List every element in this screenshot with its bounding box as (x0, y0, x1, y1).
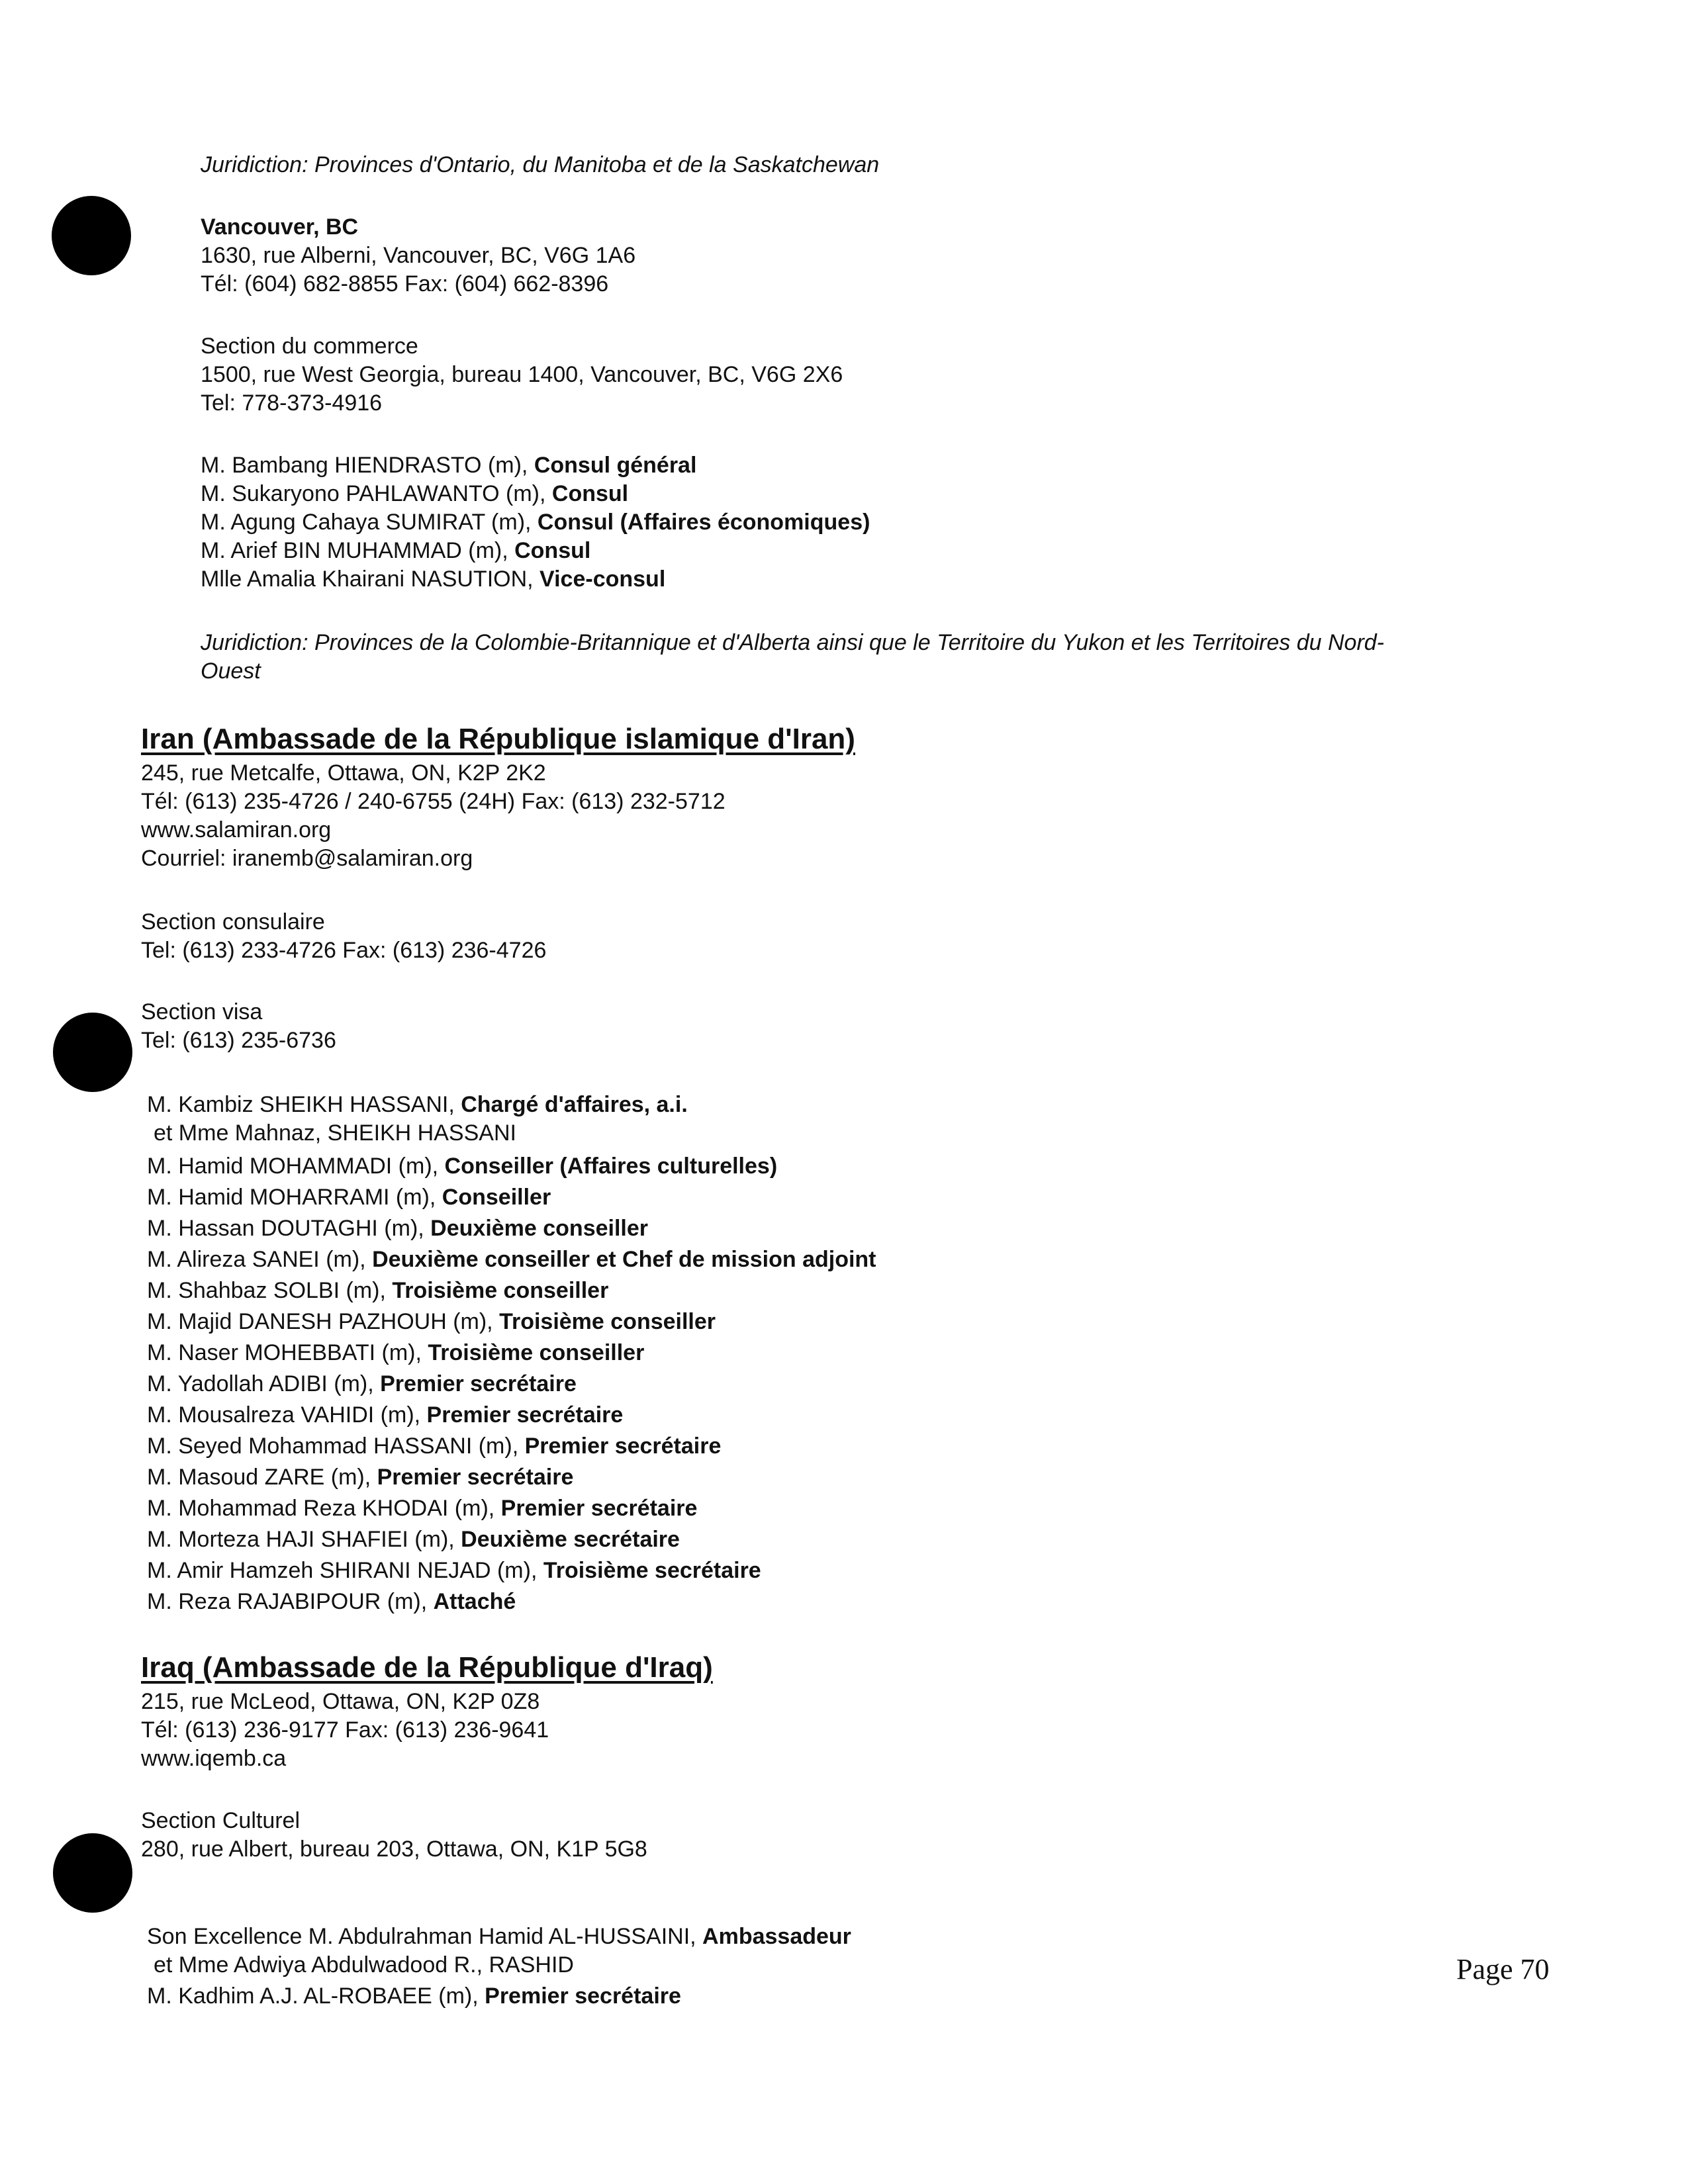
staff-name: M. Bambang HIENDRASTO (m), (201, 453, 534, 478)
vancouver-consulate (201, 213, 635, 298)
staff-name: M. Hassan DOUTAGHI (m), (147, 1216, 431, 1241)
staff-name: M. Shahbaz SOLBI (m), (147, 1278, 393, 1303)
staff-name: M. Seyed Mohammad HASSANI (m), (147, 1433, 525, 1459)
iraq-cultural-section (141, 1807, 647, 1864)
chief-entry (147, 1091, 688, 1119)
staff-name: M. Mousalreza VAHIDI (m), (147, 1402, 427, 1428)
staff-name: M. Hamid MOHAMMADI (m), (147, 1154, 445, 1179)
iran-embassy-contact (141, 759, 726, 873)
staff-entry (147, 1462, 876, 1493)
staff-name: M. Arief BIN MUHAMMAD (m), (201, 538, 515, 563)
iran-address: 245, rue Metcalfe, Ottawa, ON, K2P 2K2 (141, 760, 546, 786)
staff-entry (147, 1338, 876, 1369)
iran-visa-section (141, 998, 336, 1055)
vancouver-staff-list (201, 451, 870, 594)
iran-consular-section (141, 908, 546, 965)
page-number: Page 70 (1456, 1953, 1550, 1985)
staff-title: Premier secrétaire (380, 1371, 577, 1396)
iran-heading: Iran (Ambassade de la République islamique d'Iran) (141, 723, 855, 755)
staff-entry (201, 508, 870, 537)
staff-title: Troisième conseiller (428, 1340, 645, 1365)
binder-hole-middle (53, 1013, 132, 1092)
staff-title: Troisième conseiller (499, 1309, 716, 1334)
staff-entry (201, 565, 870, 594)
iran-phone: Tél: (613) 235-4726 / 240-6755 (24H) Fax: (613) 232-5712 (141, 789, 726, 814)
jurisdiction-ontario: Juridiction: Provinces d'Ontario, du Manitoba et de la Saskatchewan (201, 152, 880, 177)
staff-title: Troisième secrétaire (543, 1558, 761, 1583)
iran-chief-of-mission (147, 1091, 688, 1148)
staff-name: M. Yadollah ADIBI (m), (147, 1371, 381, 1396)
staff-entry (147, 1400, 876, 1431)
staff-entry (147, 1369, 876, 1400)
staff-entry (147, 1151, 876, 1182)
staff-entry (147, 1306, 876, 1338)
staff-entry (147, 1213, 876, 1244)
staff-title: Premier secrétaire (500, 1496, 698, 1521)
iraq-heading: Iraq (Ambassade de la République d'Iraq) (141, 1651, 713, 1684)
cultural-section-title: Section Culturel (141, 1808, 301, 1833)
staff-title: Consul (551, 481, 629, 506)
jurisdiction-bc-line1: Juridiction: Provinces de la Colombie-Britannique et d'Alberta ainsi que le Territoire du Yukon et les Territoires du Nord- (201, 630, 1385, 655)
staff-entry (147, 1586, 876, 1617)
ambassador-title: Ambassadeur (702, 1924, 851, 1949)
staff-name: M. Masoud ZARE (m), (147, 1465, 377, 1490)
staff-title: Troisième conseiller (392, 1278, 609, 1303)
iran-staff-list (147, 1151, 876, 1617)
staff-entry (147, 1182, 876, 1213)
staff-title: Attaché (433, 1589, 516, 1614)
staff-name: M. Kadhim A.J. AL-ROBAEE (m), (147, 1983, 485, 2009)
visa-section-phone: Tel: (613) 235-6736 (141, 1028, 336, 1053)
staff-entry (147, 1493, 876, 1524)
staff-name: M. Alireza SANEI (m), (147, 1247, 373, 1272)
staff-name: M. Agung Cahaya SUMIRAT (m), (201, 510, 538, 535)
chief-title: Chargé d'affaires, a.i. (461, 1092, 688, 1117)
staff-name: M. Sukaryono PAHLAWANTO (m), (201, 481, 552, 506)
chief-name: M. Kambiz SHEIKH HASSANI, (147, 1092, 461, 1117)
iraq-website: www.iqemb.ca (141, 1746, 287, 1771)
trade-section-phone: Tel: 778-373-4916 (201, 390, 383, 416)
staff-title: Deuxième conseiller et Chef de mission adjoint (372, 1247, 876, 1272)
staff-title: Premier secrétaire (377, 1465, 574, 1490)
staff-entry (147, 1431, 876, 1462)
staff-name: M. Majid DANESH PAZHOUH (m), (147, 1309, 500, 1334)
trade-section-address: 1500, rue West Georgia, bureau 1400, Vancouver, BC, V6G 2X6 (201, 362, 843, 387)
jurisdiction-bc (201, 629, 1384, 686)
iraq-ambassador (147, 1923, 851, 2011)
vancouver-title: Vancouver, BC (201, 214, 359, 240)
jurisdiction-bc-line2: Ouest (201, 659, 261, 684)
staff-title: Premier secrétaire (426, 1402, 624, 1428)
trade-section (201, 332, 843, 418)
staff-entry (147, 1275, 876, 1306)
staff-title: Consul (514, 538, 591, 563)
staff-title: Deuxième conseiller (430, 1216, 648, 1241)
ambassador-spouse: et Mme Adwiya Abdulwadood R., RASHID (154, 1952, 574, 1978)
staff-name: M. Reza RAJABIPOUR (m), (147, 1589, 434, 1614)
chief-spouse: et Mme Mahnaz, SHEIKH HASSANI (154, 1120, 516, 1146)
staff-entry (147, 1555, 876, 1586)
cultural-section-address: 280, rue Albert, bureau 203, Ottawa, ON, K1P 5G8 (141, 1837, 647, 1862)
staff-entry (147, 1244, 876, 1275)
staff-entry (201, 537, 870, 565)
staff-entry (201, 451, 870, 480)
staff-entry (201, 480, 870, 508)
staff-title: Deuxième secrétaire (461, 1527, 680, 1552)
binder-hole-top (52, 196, 131, 275)
staff-title: Consul général (534, 453, 697, 478)
staff-title: Premier secrétaire (485, 1983, 681, 2009)
iraq-embassy-contact (141, 1688, 549, 1773)
staff-entry (147, 1982, 851, 2011)
staff-title: Conseiller (442, 1185, 551, 1210)
iran-website: www.salamiran.org (141, 817, 332, 842)
staff-title: Consul (Affaires économiques) (537, 510, 870, 535)
consular-section-phone: Tel: (613) 233-4726 Fax: (613) 236-4726 (141, 938, 547, 963)
staff-name: M. Hamid MOHARRAMI (m), (147, 1185, 442, 1210)
trade-section-title: Section du commerce (201, 334, 418, 359)
iraq-address: 215, rue McLeod, Ottawa, ON, K2P 0Z8 (141, 1689, 540, 1714)
iran-email: Courriel: iranemb@salamiran.org (141, 846, 473, 871)
visa-section-title: Section visa (141, 999, 263, 1024)
binder-hole-bottom (53, 1833, 132, 1913)
ambassador-name: Son Excellence M. Abdulrahman Hamid AL-HUSSAINI, (147, 1924, 703, 1949)
staff-name: M. Morteza HAJI SHAFIEI (m), (147, 1527, 461, 1552)
vancouver-address: 1630, rue Alberni, Vancouver, BC, V6G 1A6 (201, 243, 636, 268)
staff-title: Vice-consul (539, 567, 666, 592)
staff-name: Mlle Amalia Khairani NASUTION, (201, 567, 540, 592)
consular-section-title: Section consulaire (141, 909, 325, 934)
staff-name: M. Mohammad Reza KHODAI (m), (147, 1496, 501, 1521)
staff-title: Premier secrétaire (524, 1433, 722, 1459)
staff-entry (147, 1524, 876, 1555)
ambassador-entry (147, 1923, 851, 1951)
iraq-phone: Tél: (613) 236-9177 Fax: (613) 236-9641 (141, 1717, 549, 1743)
staff-name: M. Naser MOHEBBATI (m), (147, 1340, 428, 1365)
vancouver-phone: Tél: (604) 682-8855 Fax: (604) 662-8396 (201, 271, 609, 296)
staff-title: Conseiller (Affaires culturelles) (444, 1154, 778, 1179)
staff-name: M. Amir Hamzeh SHIRANI NEJAD (m), (147, 1558, 543, 1583)
